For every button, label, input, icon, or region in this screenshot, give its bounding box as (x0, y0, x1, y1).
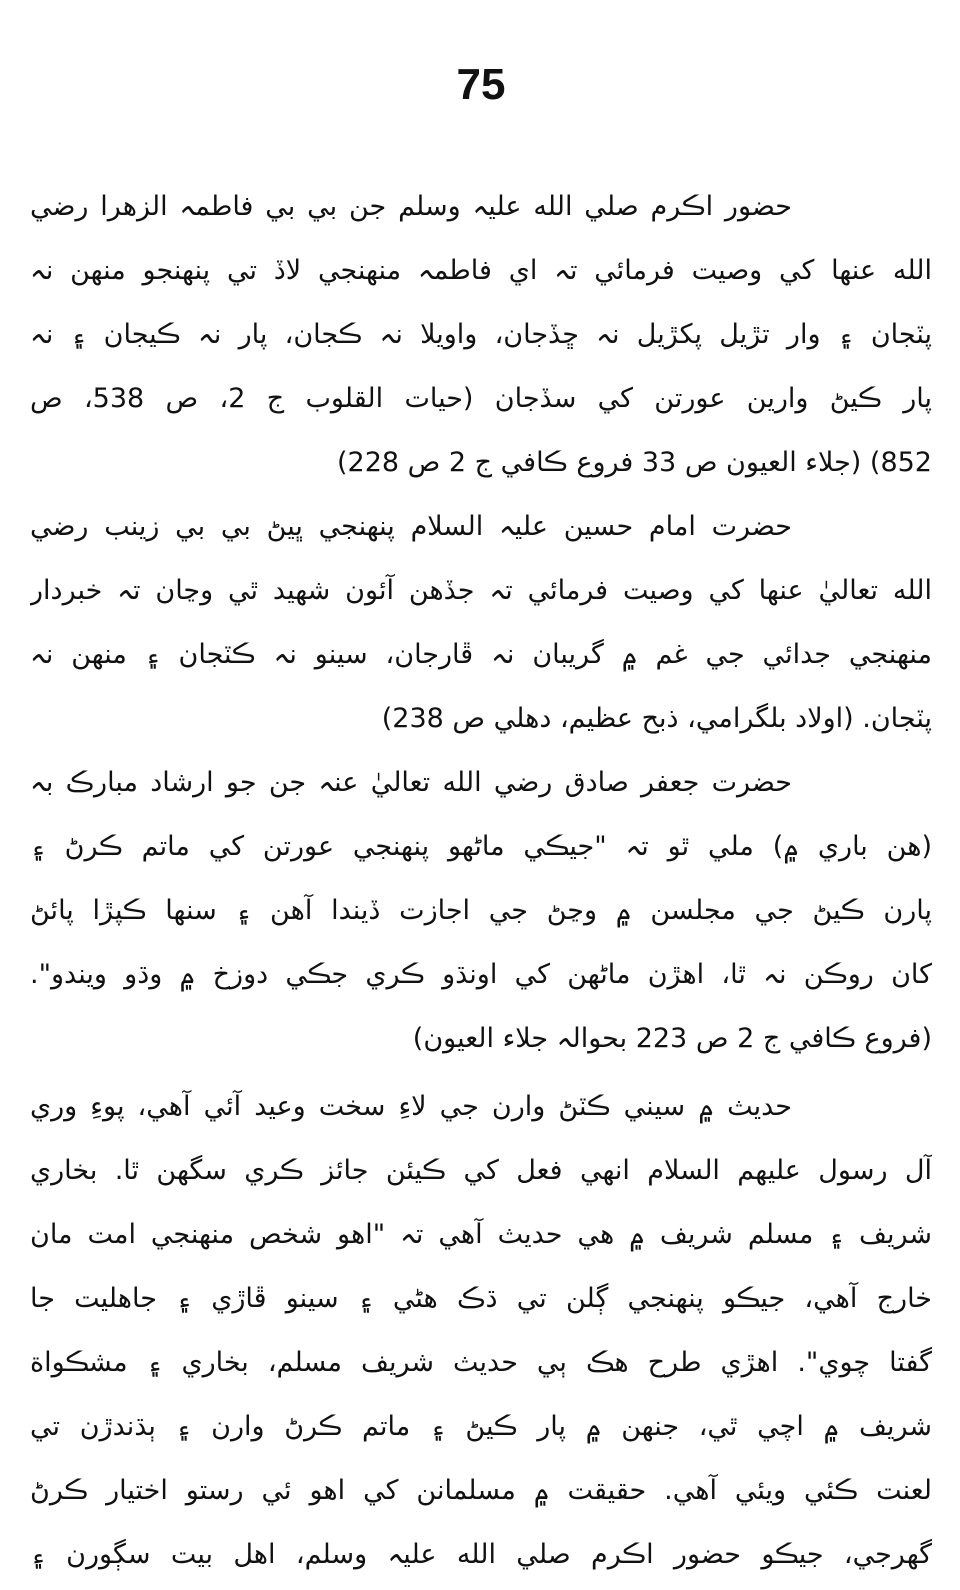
text-line: پارن ڪيڻ جي مجلسن ۾ وڃڻ جي اجازت ڏيندا آهن ۽ سنها ڪپڙا پائڻ (30, 895, 932, 926)
text-line: شريف ۽ مسلم شريف ۾ هي حديث آهي تہ "اهو شخص منهنجي امت مان (30, 1219, 932, 1250)
text-line: الله تعاليٰ عنها کي وصيت فرمائي تہ جڏهن آئون شهيد ٿي وڃان تہ خبردار (30, 575, 932, 606)
text-line: لعنت ڪئي ويئي آهي. حقيقت ۾ مسلمانن کي اهو ئي رستو اختيار ڪرڻ (30, 1475, 932, 1506)
paragraph-1 (30, 175, 932, 495)
text-line: الله عنها کي وصيت فرمائي تہ اي فاطمہ منهنجي لاڏ تي پنهنجو منهن نہ (30, 255, 932, 286)
text-line: کان روڪن نہ ٿا، اهڙن ماڻهن کي اونڌو ڪري جڪي دوزخ ۾ وڌو ويندو". (30, 959, 932, 990)
text-line: خارج آهي، جيڪو پنهنجي ڳلن تي ڌڪ هڻي ۽ سينو ڦاڙي ۽ جاهليت جا (30, 1283, 932, 1314)
text-line: گفتا چوي". اهڙي طرح هڪ ٻي حديث شريف مسلم، بخاري ۽ مشڪواة (30, 1347, 932, 1378)
text-line: منهنجي جدائي جي غم ۾ گريبان نہ ڦارجان، سينو نہ ڪٽجان ۽ منهن نہ (30, 639, 932, 670)
text-line: پٽجان ۽ وار تڙيل پکڙيل نہ ڇڏجان، واويلا نہ ڪجان، پار نہ ڪيجان ۽ نہ (30, 319, 932, 350)
paragraph-2 (30, 495, 932, 751)
body-text (30, 175, 932, 1587)
page-number: 75 (456, 60, 506, 109)
text-line: پار ڪيڻ وارين عورتن کي سڏجان (حيات القلوب ج 2، ص 538، ص (30, 383, 932, 414)
paragraph-4 (30, 1075, 932, 1587)
text-line: حضور اڪرم صلي الله عليہ وسلم جن بي بي فاطمہ الزهرا رضي (30, 191, 792, 222)
text-line: (هن باري ۾) ملي ٿو تہ "جيڪي ماڻهو پنهنجي عورتن کي ماتم ڪرڻ ۽ (30, 831, 932, 862)
text-line: حضرت امام حسين عليہ السلام پنهنجي ڀيڻ بي بي زينب رضي (30, 511, 792, 542)
text-line: شريف ۾ اچي ٿي، جنهن ۾ پار ڪيڻ ۽ ماتم ڪرڻ وارن ۽ ٻڌندڙن تي (30, 1411, 932, 1442)
text-line: حديث ۾ سيني ڪٽڻ وارن جي لاءِ سخت وعيد آئي آهي، پوءِ وري (30, 1091, 792, 1122)
text-line: 852) (جلاء العيون ص 33 فروع ڪافي ج 2 ص 228) (336, 447, 932, 478)
text-line: (فروع ڪافي ج 2 ص 223 بحوالہ جلاء العيون) (412, 1023, 932, 1054)
text-line: آل رسول عليهم السلام انهي فعل کي ڪيئن جائز ڪري سگهن ٿا. بخاري (30, 1155, 932, 1186)
paragraph-3 (30, 751, 932, 1071)
text-line: پٽجان. (اولاد بلگرامي، ذبح عظيم، دهلي ص 238) (381, 703, 932, 734)
text-line: حضرت جعفر صادق رضي الله تعاليٰ عنہ جن جو ارشاد مبارڪ بہ (30, 767, 792, 798)
text-line: گهرجي، جيڪو حضور اڪرم صلي الله عليہ وسلم، اهل بيت سڳورن ۽ (30, 1539, 932, 1570)
